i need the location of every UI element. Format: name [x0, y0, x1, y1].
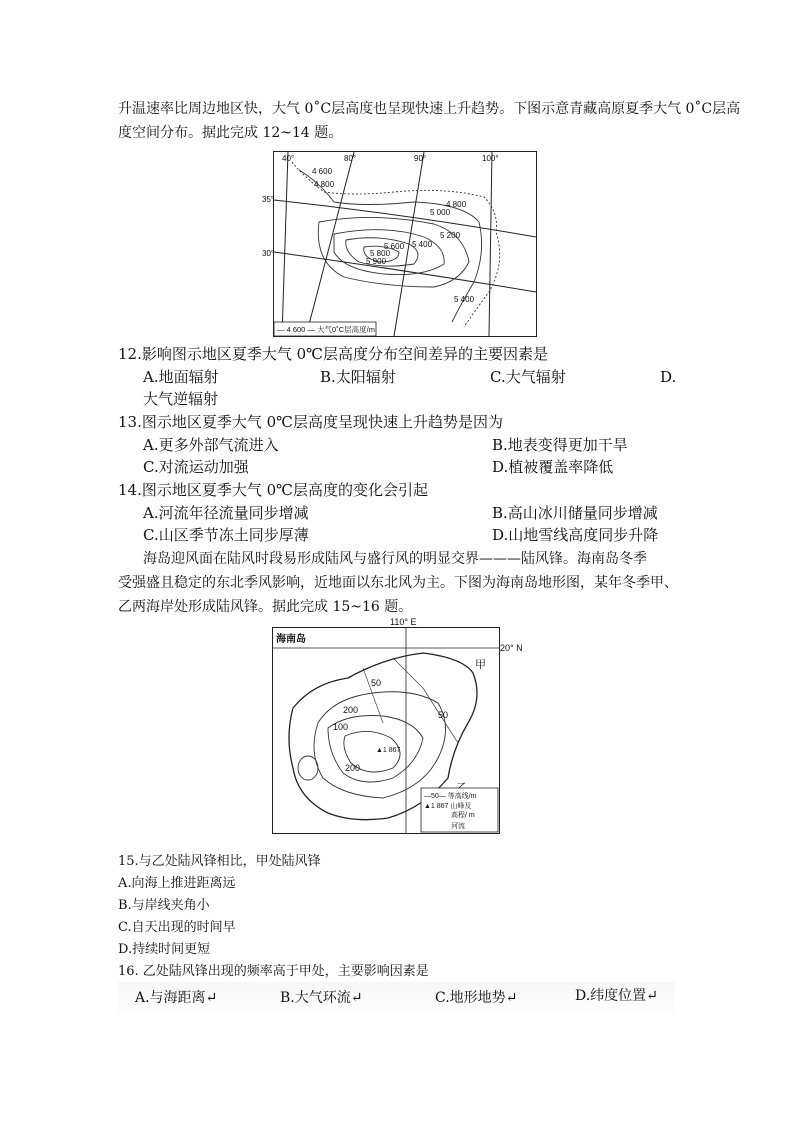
legend-contour: —50— 等高线/m: [424, 793, 477, 800]
legend-peak-unit: 高程/ m: [451, 812, 475, 819]
contour-label: 200: [343, 705, 359, 715]
contour-label: 4 800: [446, 200, 467, 209]
legend-peak: ▲1 867 山峰及: [424, 803, 472, 810]
q13-option-d: D.植被覆盖率降低: [492, 458, 614, 476]
q12-option-d-letter: D.: [660, 368, 677, 386]
lon-label-80: 80°: [344, 154, 357, 163]
q16-option-d: D.纬度位置↵: [575, 988, 658, 1004]
q13-option-c: C.对流运动加强: [143, 458, 249, 476]
intro-line-2: 度空间分布。据此完成 12~14 题。: [118, 125, 343, 141]
lat-label-35: 35°: [262, 195, 275, 204]
contour-label: 5 400: [412, 240, 433, 249]
q14-option-a: A.河流年径流量同步增减: [143, 504, 309, 522]
q13-option-b: B.地表变得更加干旱: [492, 436, 628, 454]
contour-label: 200: [345, 763, 361, 773]
q13-option-a: A.更多外部气流进入: [143, 436, 279, 454]
q14-option-b: B.高山冰川储量同步增减: [492, 504, 658, 522]
question-13-stem: 13.图示地区夏季大气 0℃层高度呈现快速上升趋势是因为: [118, 413, 503, 431]
contour-label: 5 200: [440, 231, 461, 240]
q12-option-b: B.太阳辐射: [320, 368, 396, 386]
contour-label: 4 800: [314, 180, 335, 189]
hainan-map-graphic: [273, 628, 499, 833]
map2-title: 海南岛: [276, 634, 306, 645]
q12-option-c: C.大气辐射: [490, 368, 566, 386]
peak-label: ▲1 867: [376, 747, 401, 754]
lon-label-90: 90°: [414, 154, 427, 163]
question-14-stem: 14.图示地区夏季大气 0℃层高度的变化会引起: [118, 481, 428, 499]
passage2-line-1: 海岛迎风面在陆风时段易形成陆风与盛行风的明显交界———陆风锋。海南岛冬季: [143, 551, 647, 567]
legend-river: 河流: [451, 823, 465, 830]
contour-label: 5 800: [370, 249, 391, 258]
q16-option-b: B.大气环流↵: [280, 990, 363, 1006]
passage2-line-3: 乙两海岸处形成陆风锋。据此完成 15~16 题。: [118, 599, 413, 615]
contour-label: 5 400: [454, 295, 475, 304]
contour-label: 5 900: [366, 257, 387, 266]
map1-legend: — 4 600 — 大气0˚C层高度/m: [277, 325, 375, 334]
question-15-stem: 15.与乙处陆风锋相比，甲处陆风锋: [118, 854, 321, 869]
contour-label: 4 600: [312, 167, 333, 176]
q16-option-c: C.地形地势↵: [435, 990, 518, 1006]
lat-label-30: 30°: [262, 249, 275, 258]
contour-label: 50: [371, 678, 382, 688]
tibet-contour-map: [262, 151, 537, 337]
contour-label: 5 000: [430, 208, 451, 217]
q14-option-d: D.山地雪线高度同步升降: [492, 526, 659, 544]
contour-label: 100: [333, 722, 349, 732]
q12-option-d-text: 大气逆辐射: [143, 390, 219, 408]
q15-option-b: B.与岸线夹角小: [118, 898, 210, 913]
contour-label: 50: [438, 710, 449, 720]
q15-option-d: D.持续时间更短: [118, 942, 211, 957]
question-12-stem: 12.影响图示地区夏季大气 0℃层高度分布空间差异的主要因素是: [118, 345, 548, 363]
q15-option-a: A.向海上推进距离远: [118, 876, 236, 891]
q14-option-c: C.山区季节冻土同步厚薄: [143, 526, 309, 544]
q16-option-a: A.与海距离↵: [135, 990, 218, 1006]
hainan-topographic-map: [272, 627, 500, 834]
q12-option-a: A.地面辐射: [143, 368, 219, 386]
map2-lon-label: 110° E: [390, 617, 417, 627]
lon-label-40: 40°: [282, 154, 295, 163]
question-16-stem: 16. 乙处陆风锋出现的频率高于甲处，主要影响因素是: [118, 964, 429, 979]
passage2-line-2: 受强盛且稳定的东北季风影响，近地面以东北风为主。下图为海南岛地形图，某年冬季甲、: [118, 575, 678, 591]
q15-option-c: C.自天出现的时间早: [118, 920, 236, 935]
tibet-map-graphic: [262, 152, 536, 336]
point-jia: 甲: [475, 659, 486, 671]
contour-label: 5 600: [384, 242, 405, 251]
map2-lat-label: 20° N: [500, 643, 523, 653]
intro-line-1: 升温速率比周边地区快，大气 0˚C层高度也呈现快速上升趋势。下图示意青藏高原夏季大气 0˚C层高: [118, 101, 741, 117]
lon-label-100: 100°: [482, 154, 499, 163]
